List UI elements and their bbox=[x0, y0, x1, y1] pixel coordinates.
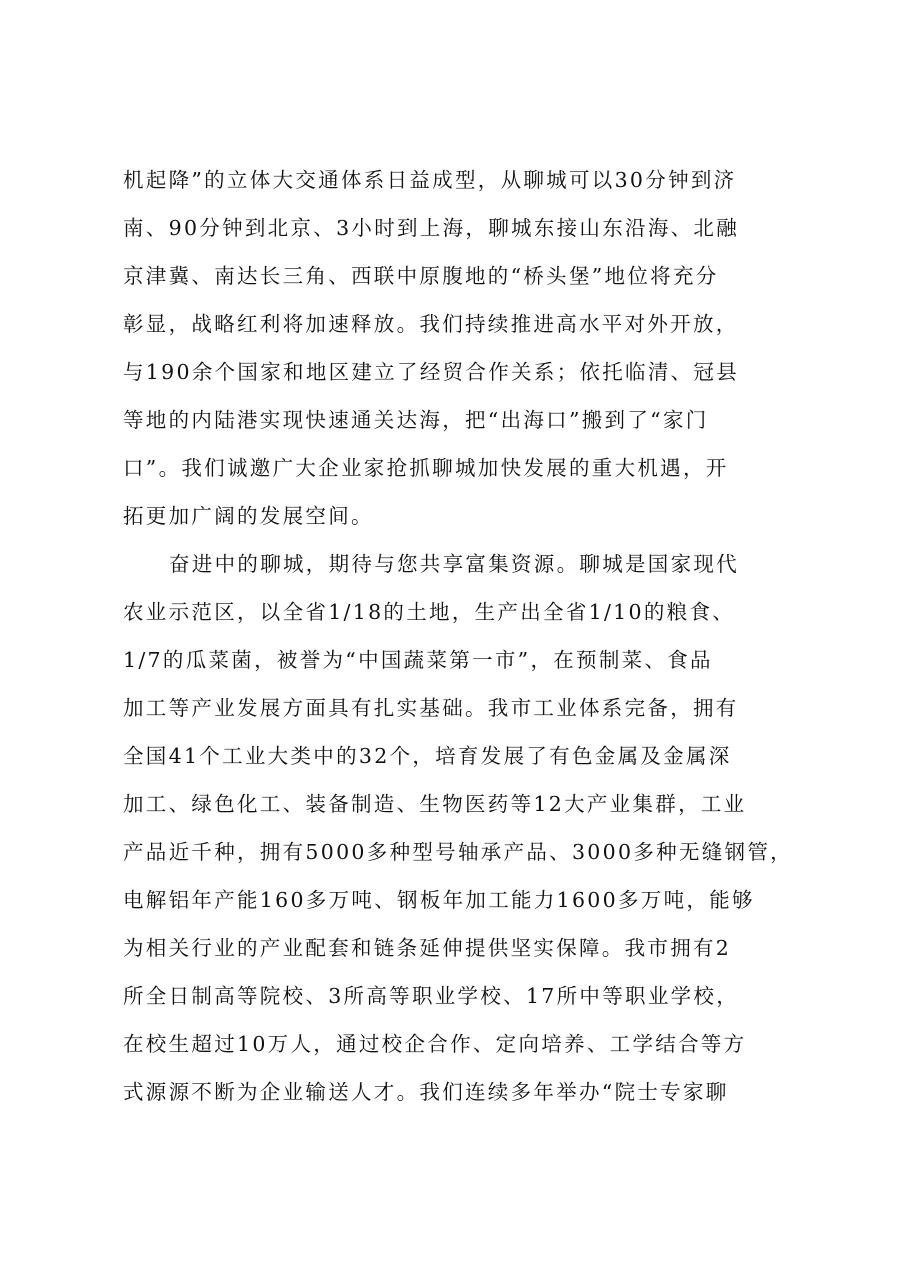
text-line: 农业示范区，以全省1/18的土地，生产出全省1/10的粮食、 bbox=[123, 600, 736, 624]
text-line: 在校生超过10万人，通过校企合作、定向培养、工学结合等方 bbox=[123, 1032, 747, 1056]
text-line: 加工等产业发展方面具有扎实基础。我市工业体系完备，拥有 bbox=[123, 696, 739, 720]
text-line: 式源源不断为企业输送人才。我们连续多年举办“院士专家聊 bbox=[123, 1080, 729, 1104]
text-line: 1/7的瓜菜菌，被誉为“中国蔬菜第一市”，在预制菜、食品 bbox=[123, 648, 713, 672]
paragraph-1 bbox=[123, 156, 813, 540]
paragraph-2 bbox=[123, 540, 813, 1116]
text-line: 加工、绿色化工、装备制造、生物医药等12大产业集群，工业 bbox=[123, 792, 747, 816]
text-line: 所全日制高等院校、3所高等职业学校、17所中等职业学校， bbox=[123, 984, 740, 1008]
text-line: 拓更加广阔的发展空间。 bbox=[123, 504, 374, 528]
text-line: 产品近千种，拥有5000多种型号轴承产品、3000多种无缝钢管， bbox=[123, 840, 793, 864]
body-text bbox=[123, 156, 813, 1116]
text-line: 南、90分钟到北京、3小时到上海，聊城东接山东沿海、北融 bbox=[123, 216, 740, 240]
text-line: 电解铝年产能160多万吨、钢板年加工能力1600多万吨，能够 bbox=[123, 888, 755, 912]
text-line: 等地的内陆港实现快速通关达海，把“出海口”搬到了“家门 bbox=[123, 408, 709, 432]
text-line: 彰显，战略红利将加速释放。我们持续推进高水平对外开放， bbox=[123, 312, 739, 336]
text-line: 口”。我们诚邀广大企业家抢抓聊城加快发展的重大机遇，开 bbox=[123, 456, 729, 480]
text-line: 奋进中的聊城，期待与您共享富集资源。聊城是国家现代 bbox=[169, 552, 739, 576]
text-line: 全国41个工业大类中的32个，培育发展了有色金属及金属深 bbox=[123, 744, 732, 768]
text-line: 为相关行业的产业配套和链条延伸提供坚实保障。我市拥有2 bbox=[123, 936, 732, 960]
text-line: 与190余个国家和地区建立了经贸合作关系；依托临清、冠县 bbox=[123, 360, 740, 384]
text-line: 京津冀、南达长三角、西联中原腹地的“桥头堡”地位将充分 bbox=[123, 264, 719, 288]
text-line: 机起降”的立体大交通体系日益成型，从聊城可以30分钟到济 bbox=[123, 168, 737, 192]
